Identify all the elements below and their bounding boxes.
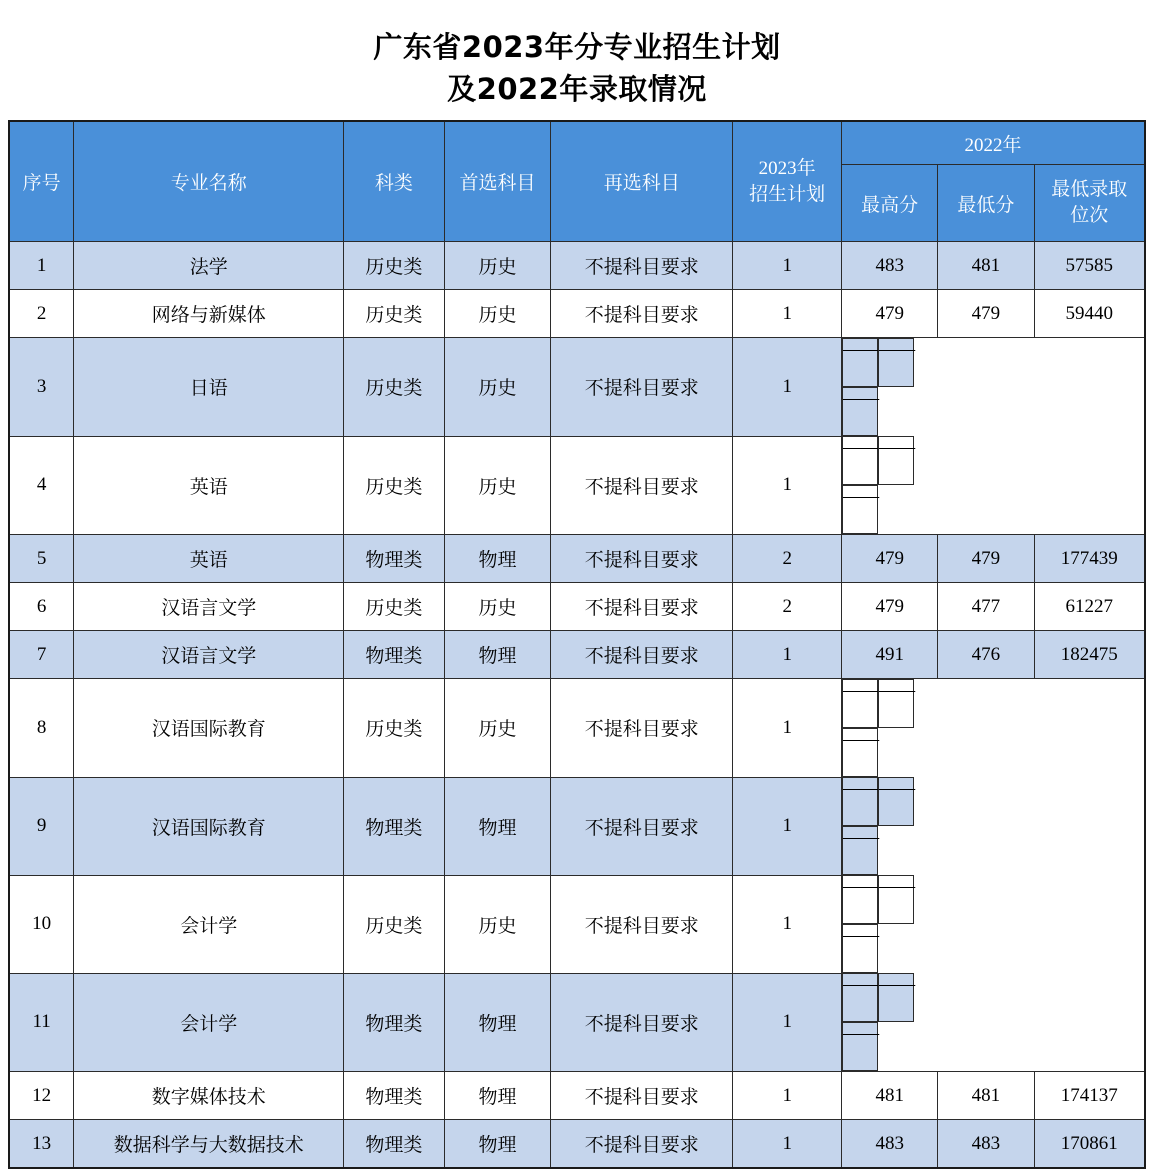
column-header-group-2022: 2022年 [842, 121, 1145, 165]
table-row [9, 777, 1145, 875]
cell-major: 日语 [74, 338, 344, 437]
cell-rank: 57585 [1034, 242, 1145, 290]
cell-highest: —— [842, 777, 878, 826]
cell-seq: 13 [9, 1120, 74, 1169]
cell-second-subject: 不提科目要求 [551, 875, 733, 973]
cell-major: 汉语国际教育 [74, 777, 344, 875]
cell-rank: —— [842, 485, 878, 534]
column-header-category: 科类 [344, 121, 444, 242]
cell-plan: 1 [733, 875, 842, 973]
header-row-1 [9, 121, 1145, 165]
cell-highest: —— [842, 338, 878, 387]
cell-highest: 483 [842, 1120, 938, 1169]
table-row [9, 679, 1145, 778]
column-header-lowest-rank [1034, 165, 1145, 242]
cell-first-subject: 历史 [444, 875, 551, 973]
cell-major: 网络与新媒体 [74, 290, 344, 338]
column-header-highest-score: 最高分 [842, 165, 938, 242]
cell-highest: —— [842, 875, 878, 924]
cell-plan: 1 [733, 242, 842, 290]
cell-second-subject: 不提科目要求 [551, 242, 733, 290]
cell-lowest: 476 [938, 631, 1034, 679]
cell-second-subject: 不提科目要求 [551, 679, 733, 778]
cell-first-subject: 历史 [444, 436, 551, 535]
cell-highest: 479 [842, 583, 938, 631]
cell-rank: —— [842, 924, 878, 973]
cell-first-subject: 物理 [444, 535, 551, 583]
cell-second-subject: 不提科目要求 [551, 535, 733, 583]
cell-seq: 7 [9, 631, 74, 679]
cell-category: 物理类 [344, 535, 444, 583]
cell-lowest: —— [878, 875, 914, 924]
cell-plan: 1 [733, 631, 842, 679]
cell-plan: 1 [733, 973, 842, 1072]
cell-rank: 177439 [1034, 535, 1145, 583]
cell-first-subject: 物理 [444, 1120, 551, 1169]
cell-category: 物理类 [344, 631, 444, 679]
cell-second-subject: 不提科目要求 [551, 973, 733, 1072]
table-row [9, 1072, 1145, 1120]
cell-category: 历史类 [344, 583, 444, 631]
table-row [9, 973, 1145, 1072]
table-container [0, 120, 1154, 1169]
cell-seq: 1 [9, 242, 74, 290]
cell-major: 英语 [74, 535, 344, 583]
cell-category: 历史类 [344, 679, 444, 778]
cell-second-subject: 不提科目要求 [551, 290, 733, 338]
column-header-second-subject: 再选科目 [551, 121, 733, 242]
cell-major: 数据科学与大数据技术 [74, 1120, 344, 1169]
cell-seq: 4 [9, 436, 74, 535]
table-row [9, 875, 1145, 973]
cell-seq: 9 [9, 777, 74, 875]
column-header-plan-2023 [733, 121, 842, 242]
column-header-seq: 序号 [9, 121, 74, 242]
cell-rank: 61227 [1034, 583, 1145, 631]
cell-first-subject: 历史 [444, 242, 551, 290]
cell-major: 会计学 [74, 973, 344, 1072]
table-row [9, 338, 1145, 437]
cell-first-subject: 物理 [444, 777, 551, 875]
cell-highest: —— [842, 436, 878, 485]
table-row [9, 583, 1145, 631]
admission-plan-table [8, 120, 1146, 1169]
table-row [9, 290, 1145, 338]
title-line-2: 及2022年录取情况 [447, 72, 707, 106]
cell-second-subject: 不提科目要求 [551, 338, 733, 437]
cell-plan: 1 [733, 436, 842, 535]
table-body [9, 242, 1145, 1169]
cell-rank: 174137 [1034, 1072, 1145, 1120]
rank-header-line-1: 最低录取 [1051, 179, 1128, 200]
cell-lowest: 481 [938, 242, 1034, 290]
cell-highest: —— [842, 973, 878, 1022]
cell-plan: 1 [733, 338, 842, 437]
cell-highest: 479 [842, 535, 938, 583]
cell-major: 数字媒体技术 [74, 1072, 344, 1120]
cell-category: 物理类 [344, 777, 444, 875]
page-title [0, 0, 1154, 120]
cell-second-subject: 不提科目要求 [551, 1072, 733, 1120]
cell-category: 物理类 [344, 973, 444, 1072]
cell-category: 物理类 [344, 1072, 444, 1120]
cell-highest: 483 [842, 242, 938, 290]
cell-seq: 5 [9, 535, 74, 583]
cell-lowest: 479 [938, 290, 1034, 338]
cell-major: 汉语言文学 [74, 583, 344, 631]
cell-first-subject: 历史 [444, 290, 551, 338]
cell-major: 英语 [74, 436, 344, 535]
title-line-1: 广东省2023年分专业招生计划 [373, 30, 781, 64]
table-row [9, 436, 1145, 535]
cell-rank: —— [842, 826, 878, 875]
cell-plan: 1 [733, 290, 842, 338]
cell-first-subject: 历史 [444, 679, 551, 778]
cell-category: 历史类 [344, 875, 444, 973]
cell-lowest: —— [878, 679, 914, 728]
column-header-first-subject: 首选科目 [444, 121, 551, 242]
cell-rank: —— [842, 1022, 878, 1071]
plan-header-line-1: 2023年 [758, 157, 816, 179]
cell-plan: 2 [733, 535, 842, 583]
cell-lowest: 479 [938, 535, 1034, 583]
table-row [9, 631, 1145, 679]
cell-seq: 12 [9, 1072, 74, 1120]
cell-highest: 491 [842, 631, 938, 679]
cell-lowest: 483 [938, 1120, 1034, 1169]
cell-first-subject: 物理 [444, 1072, 551, 1120]
cell-first-subject: 物理 [444, 973, 551, 1072]
cell-category: 历史类 [344, 290, 444, 338]
plan-header-line-2: 招生计划 [749, 183, 826, 205]
cell-category: 物理类 [344, 1120, 444, 1169]
cell-lowest: 481 [938, 1072, 1034, 1120]
cell-second-subject: 不提科目要求 [551, 1120, 733, 1169]
cell-category: 历史类 [344, 436, 444, 535]
cell-rank: 182475 [1034, 631, 1145, 679]
cell-seq: 11 [9, 973, 74, 1072]
cell-plan: 1 [733, 1120, 842, 1169]
cell-lowest: —— [878, 338, 914, 387]
cell-second-subject: 不提科目要求 [551, 436, 733, 535]
column-header-lowest-score: 最低分 [938, 165, 1034, 242]
cell-major: 会计学 [74, 875, 344, 973]
cell-rank: 170861 [1034, 1120, 1145, 1169]
cell-lowest: —— [878, 436, 914, 485]
cell-seq: 3 [9, 338, 74, 437]
column-header-major: 专业名称 [74, 121, 344, 242]
table-row [9, 242, 1145, 290]
cell-category: 历史类 [344, 242, 444, 290]
cell-rank: —— [842, 728, 878, 777]
rank-header-line-2: 位次 [1070, 205, 1109, 226]
cell-seq: 10 [9, 875, 74, 973]
table-header [9, 121, 1145, 242]
cell-first-subject: 历史 [444, 583, 551, 631]
cell-seq: 6 [9, 583, 74, 631]
cell-major: 汉语言文学 [74, 631, 344, 679]
table-row [9, 1120, 1145, 1169]
cell-highest: 481 [842, 1072, 938, 1120]
cell-first-subject: 历史 [444, 338, 551, 437]
cell-rank: 59440 [1034, 290, 1145, 338]
cell-plan: 1 [733, 777, 842, 875]
cell-plan: 1 [733, 1072, 842, 1120]
cell-lowest: —— [878, 777, 914, 826]
cell-highest: 479 [842, 290, 938, 338]
cell-seq: 8 [9, 679, 74, 778]
cell-major: 法学 [74, 242, 344, 290]
cell-major: 汉语国际教育 [74, 679, 344, 778]
cell-category: 历史类 [344, 338, 444, 437]
cell-rank: —— [842, 387, 878, 436]
cell-plan: 2 [733, 583, 842, 631]
cell-plan: 1 [733, 679, 842, 778]
cell-first-subject: 物理 [444, 631, 551, 679]
cell-lowest: 477 [938, 583, 1034, 631]
cell-second-subject: 不提科目要求 [551, 631, 733, 679]
cell-second-subject: 不提科目要求 [551, 777, 733, 875]
cell-seq: 2 [9, 290, 74, 338]
cell-second-subject: 不提科目要求 [551, 583, 733, 631]
table-row [9, 535, 1145, 583]
cell-lowest: —— [878, 973, 914, 1022]
cell-highest: —— [842, 679, 878, 728]
